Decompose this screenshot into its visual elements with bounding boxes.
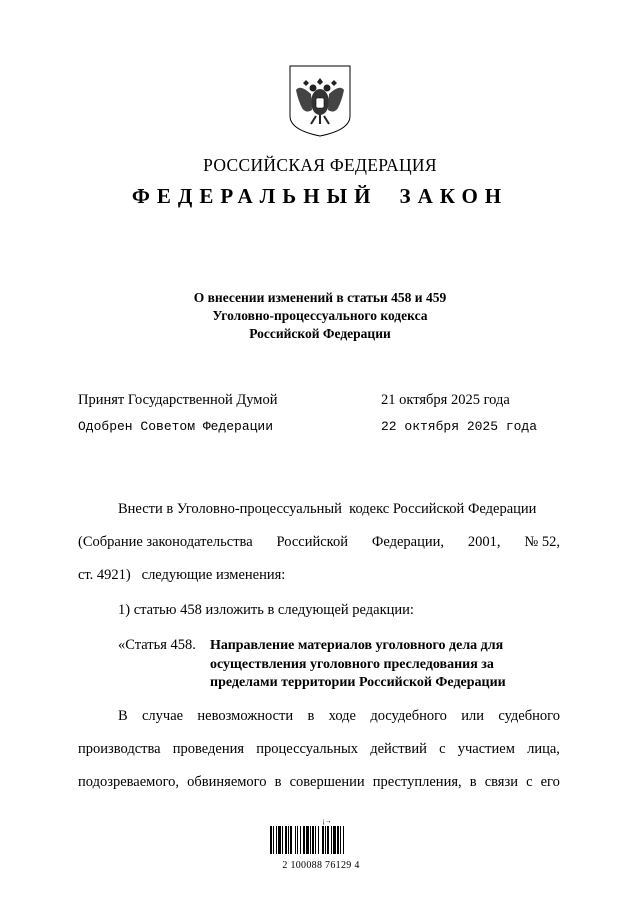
approved-label: Одобрен Советом Федерации [78,419,274,434]
barcode-bars [268,826,374,854]
coat-of-arms-emblem [288,64,352,138]
body-line-2: производства проведения процессуальных действий с участием лица, [78,741,560,757]
country-name: РОССИЙСКАЯ ФЕДЕРАЦИЯ [203,155,437,175]
intro-line-1: Внести в Уголовно-процессуальный кодекс Российской Федерации [118,501,537,517]
adopted-date: 21 октября 2025 года [381,392,510,408]
law-title [0,289,640,343]
barcode-mark: ¡→ [322,817,332,825]
article-title: Направление материалов уголовного дела для осуществления уголовного преследования за пределами территории Российской Федерации [210,638,506,690]
barcode-number: 2 100088 76129 4 [282,860,360,871]
document-type [0,184,640,209]
barcode [268,817,374,871]
item-1: 1) статью 458 изложить в следующей редакции: [118,602,414,618]
document-type-word-2: ЗАКОН [399,184,509,208]
law-title-line: Уголовно-процессуального кодекса [212,308,428,323]
intro-line-3: ст. 4921) следующие изменения: [78,567,286,583]
adopted-label: Принят Государственной Думой [78,392,278,408]
law-title-line: Российской Федерации [249,326,391,341]
document-type-word-1: ФЕДЕРАЛЬНЫЙ [131,184,378,208]
article-number: «Статья 458. [118,637,196,653]
body-line-3: подозреваемого, обвиняемого в совершении преступления, в связи с его [78,774,560,790]
approved-date: 22 октября 2025 года [381,419,538,434]
law-title-line: О внесении изменений в статьи 458 и 459 [193,290,447,305]
body-line-1: В случае невозможности в ходе досудебного или судебного [118,708,560,724]
intro-line-2: (Собрание законодательства Российской Федерации, 2001, № 52, [78,534,560,550]
